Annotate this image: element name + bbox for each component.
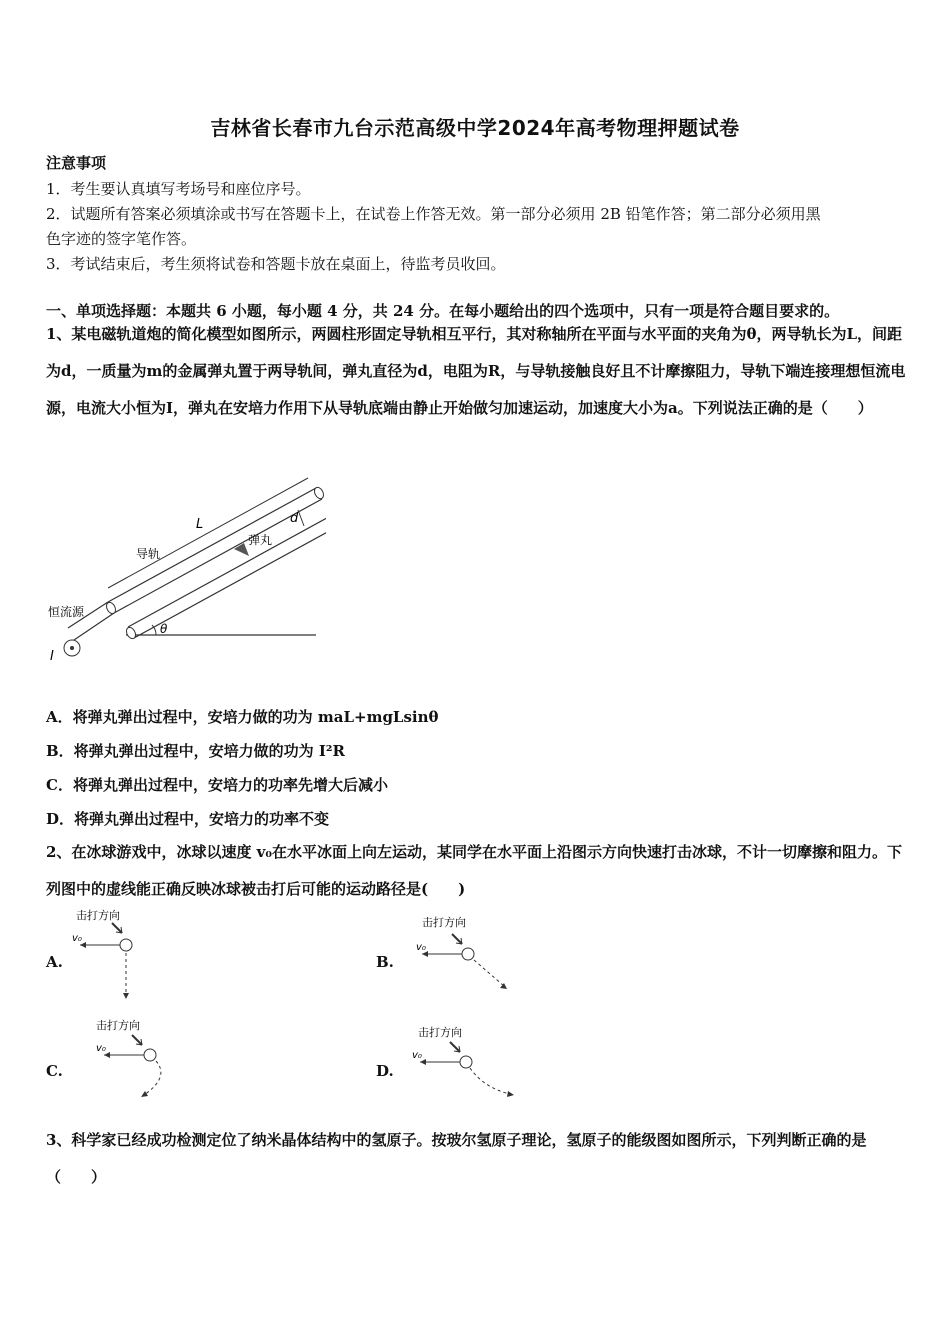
label-L: L <box>196 517 204 532</box>
label-source: 恒流源 <box>48 605 85 619</box>
q2-figure-c <box>90 1015 210 1105</box>
hit-direction-label: 击打方向 <box>76 909 120 922</box>
q2-option-d-letter[interactable]: D. <box>376 1062 394 1080</box>
q2-figure-b <box>412 912 532 1002</box>
option-d[interactable]: D．将弹丸弹出过程中，安培力的功率不变 <box>46 810 330 828</box>
q2-figure-a <box>70 905 190 1005</box>
v0-label: v₀ <box>416 942 426 953</box>
rail-gun-figure <box>46 470 326 670</box>
label-theta: θ <box>160 622 168 636</box>
notice-item: 3．考试结束后，考生须将试卷和答题卡放在桌面上，待监考员收回。 <box>46 255 506 273</box>
q2-option-c-letter[interactable]: C. <box>46 1062 63 1080</box>
label-d: d <box>290 511 299 526</box>
notice-heading: 注意事项 <box>46 154 107 172</box>
hit-direction-label: 击打方向 <box>418 1026 462 1039</box>
question-2-text: 2、在冰球游戏中，冰球以速度 v₀在水平冰面上向左运动，某同学在水平面上沿图示方向快速打击冰球，不计一切摩擦和阻力。下列图中的虚线能正确反映冰球被击打后可能的运动路径是( ) <box>46 843 902 898</box>
page-title: 吉林省长春市九台示范高级中学2024年高考物理押题试卷 <box>210 116 740 140</box>
label-rail: 导轨 <box>136 547 161 561</box>
notice-item: 1．考生要认真填写考场号和座位序号。 <box>46 180 311 198</box>
question-1-text: 1、某电磁轨道炮的简化模型如图所示，两圆柱形固定导轨相互平行，其对称轴所在平面与水平面的夹角为θ，两导轨长为L，间距为d，一质量为m的金属弹丸置于两导轨间，弹丸直径为d，电阻为R，与导轨接触良好且不计摩擦阻力，导轨下端连接理想恒流电源，电流大小恒为I，弹丸在安培力作用下从导轨底端由静止开始做匀加速运动，加速度大小为a。下列说法正确的是（ ） <box>46 325 906 417</box>
option-b[interactable]: B．将弹丸弹出过程中，安培力做的功为 I²R <box>46 742 345 760</box>
question-3-text: 3、科学家已经成功检测定位了纳米晶体结构中的氢原子。按玻尔氢原子理论，氢原子的能级图如图所示，下列判断正确的是（ ） <box>46 1131 867 1186</box>
v0-label: v₀ <box>412 1050 422 1061</box>
projectile-shape <box>234 543 249 556</box>
notice-item: 色字迹的签字笔作答。 <box>46 230 197 248</box>
v0-label: v₀ <box>72 933 82 944</box>
section-heading: 一、单项选择题：本题共 6 小题，每小题 4 分，共 24 分。在每小题给出的四个选项中，只有一项是符合题目要求的。 <box>46 302 840 320</box>
option-c[interactable]: C．将弹丸弹出过程中，安培力的功率先增大后减小 <box>46 776 388 794</box>
hit-direction-label: 击打方向 <box>422 916 466 929</box>
v0-label: v₀ <box>96 1043 106 1054</box>
hit-direction-label: 击打方向 <box>96 1019 140 1032</box>
label-projectile: 弹丸 <box>248 533 273 547</box>
notice-item: 2．试题所有答案必须填涂或书写在答题卡上，在试卷上作答无效。第一部分必须用 2B 铅笔作答；第二部分必须用黑 <box>46 205 821 223</box>
q2-option-b-letter[interactable]: B. <box>376 953 394 971</box>
q2-figure-d <box>406 1022 536 1102</box>
label-I: I <box>50 649 54 664</box>
q2-option-a-letter[interactable]: A. <box>46 953 63 971</box>
option-a[interactable]: A．将弹丸弹出过程中，安培力做的功为 maL+mgLsinθ <box>46 708 439 726</box>
